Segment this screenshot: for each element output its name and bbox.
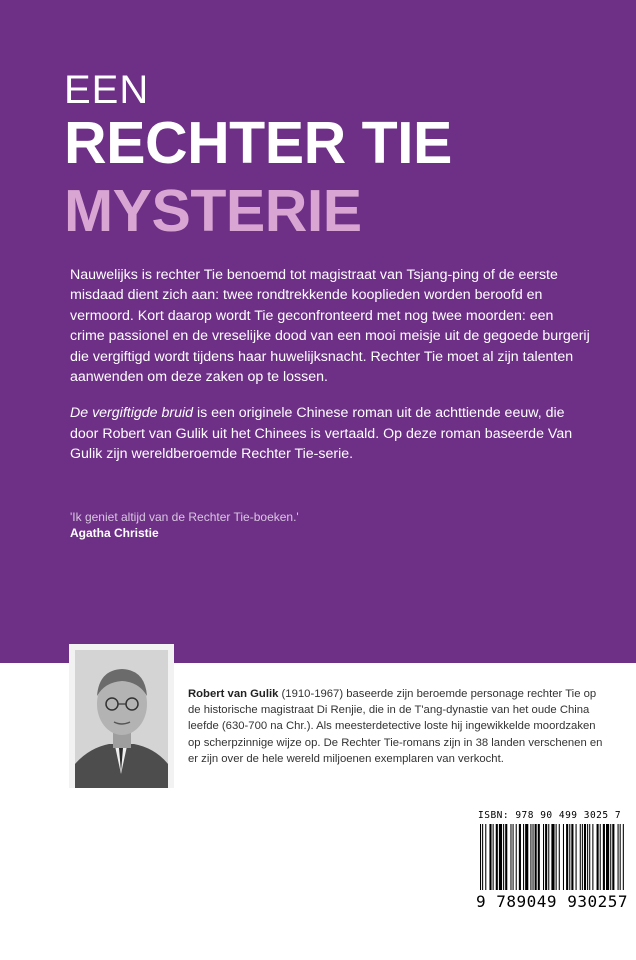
barcode-bar — [480, 824, 481, 890]
barcode-bar — [516, 824, 517, 890]
barcode-bar — [505, 824, 507, 890]
barcode-bar — [587, 824, 588, 890]
author-bio — [188, 686, 608, 767]
barcode-bar — [584, 824, 586, 890]
barcode-bar — [551, 824, 554, 890]
barcode-bar — [566, 824, 568, 890]
barcode-bar — [592, 824, 593, 890]
title-line-een: EEN — [64, 68, 150, 112]
barcode-bar — [543, 824, 544, 890]
author-bio-text: (1910-1967) baseerde zijn beroemde personage rechter Tie op de historische magistraat Di Renjie, die in de T'ang-dynastie van het oude China leefde (630-700 na Chr.). Als meesterdetective loste hij ingewikkelde moordzaken op scherpzinnige wijze op. De Rechter Tie-romans zijn in 38 landen verschenen en er zijn over de hele wereld miljoenen exemplaren van verkocht. — [188, 688, 603, 765]
quote-text: 'Ik geniet altijd van de Rechter Tie-boeken.' — [70, 510, 299, 524]
author-name: Robert van Gulik — [188, 688, 279, 700]
barcode-bar — [580, 824, 581, 890]
barcode-bar — [618, 824, 619, 890]
barcode-bar — [610, 824, 611, 890]
barcode-bar — [582, 824, 583, 890]
barcode-bar — [503, 824, 504, 890]
blurb-paragraph-2 — [70, 403, 590, 464]
barcode-bar — [545, 824, 547, 890]
barcode-bar — [563, 824, 564, 890]
barcode-bar — [519, 824, 521, 890]
barcode-bar — [510, 824, 511, 890]
barcode-bar — [597, 824, 599, 890]
barcode-bar — [569, 824, 570, 890]
book-title-italic: De vergiftigde bruid — [70, 405, 194, 422]
barcode-bar — [496, 824, 498, 890]
barcode-bar — [482, 824, 483, 890]
barcode-digits: 9 789049 930257 — [476, 892, 628, 911]
barcode-bar — [523, 824, 524, 890]
barcode-bar — [623, 824, 624, 890]
barcode-bar — [525, 824, 528, 890]
barcode-bar — [571, 824, 573, 890]
author-photo — [69, 644, 174, 788]
isbn-label: ISBN: 978 90 499 3025 7 — [478, 810, 622, 821]
barcode — [476, 824, 628, 892]
barcode-bar — [606, 824, 609, 890]
barcode-bar — [548, 824, 549, 890]
barcode-bar — [559, 824, 560, 890]
review-quote — [70, 509, 299, 541]
barcode-bar — [513, 824, 514, 890]
barcode-bar — [600, 824, 601, 890]
barcode-bar — [538, 824, 540, 890]
barcode-bar — [620, 824, 621, 890]
blurb — [70, 265, 590, 481]
blurb-paragraph-2-text: is een originele Chinese roman uit de achttiende eeuw, die door Robert van Gulik uit het Chinees is vertaald. Op deze roman baseerde Van Gulik zijn wereldberoemde Rechter Tie-serie. — [70, 405, 573, 463]
barcode-bar — [603, 824, 605, 890]
barcode-bar — [489, 824, 491, 890]
title-line-rechter-tie: RECHTER TIE — [64, 110, 452, 176]
barcode-bar — [493, 824, 494, 890]
barcode-bar — [589, 824, 590, 890]
barcode-bar — [576, 824, 577, 890]
barcode-bar — [556, 824, 557, 890]
barcode-bar — [499, 824, 502, 890]
quote-author: Agatha Christie — [70, 526, 159, 540]
title-line-mysterie: MYSTERIE — [64, 178, 362, 244]
barcode-bar — [530, 824, 531, 890]
barcode-bar — [533, 824, 534, 890]
blurb-paragraph-1: Nauwelijks is rechter Tie benoemd tot magistraat van Tsjang-ping of de eerste misdaad dient zich aan: twee rondtrekkende kooplieden worden beroofd en vermoord. Kort daarop wordt Tie geconfronteerd met nog twee moorden: een crime passionel en de vreselijke dood van een mooi meisje uit de gegoede burgerij die vergiftigd wordt tijdens haar huwelijksnacht. Rechter Tie moet al zijn talenten aanwenden om deze zaken op te lossen. — [70, 267, 590, 386]
barcode-bar — [535, 824, 537, 890]
barcode-bar — [485, 824, 486, 890]
barcode-bar — [612, 824, 614, 890]
